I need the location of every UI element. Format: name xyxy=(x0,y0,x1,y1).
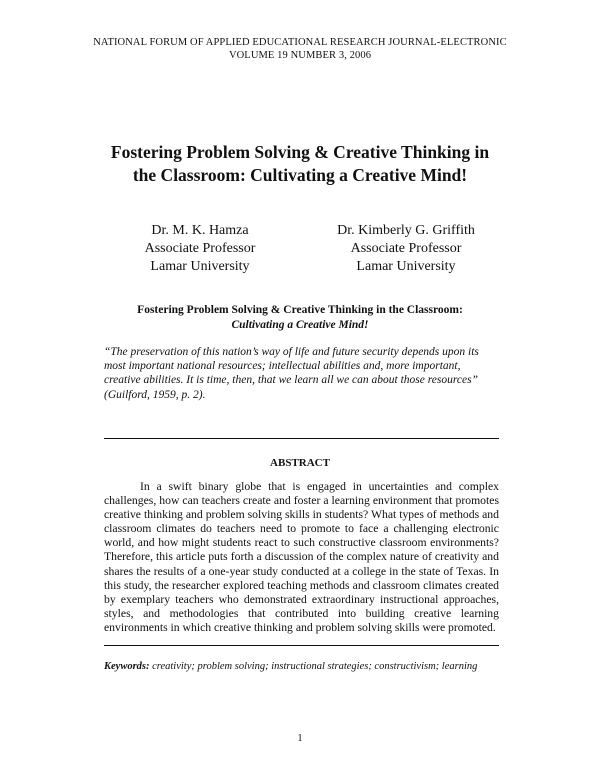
paper-title-line-1: Fostering Problem Solving & Creative Thinking in xyxy=(110,142,490,162)
journal-header xyxy=(0,36,600,62)
author-block-2 xyxy=(306,222,506,276)
journal-volume: VOLUME 19 NUMBER 3, 2006 xyxy=(228,50,372,61)
author-position: Associate Professor xyxy=(350,241,462,256)
author-affiliation: Lamar University xyxy=(150,259,250,274)
author-name: Dr. Kimberly G. Griffith xyxy=(337,223,475,238)
section-subtitle xyxy=(100,303,500,333)
paper-title-line-2: the Classroom: Cultivating a Creative Mind! xyxy=(132,165,468,185)
author-name: Dr. M. K. Hamza xyxy=(151,223,249,238)
subtitle-line-1: Fostering Problem Solving & Creative Thinking in the Classroom: xyxy=(137,304,463,316)
author-block-1 xyxy=(100,222,300,276)
keywords-line xyxy=(104,660,499,674)
keywords-values: creativity; problem solving; instructional strategies; constructivism; learning xyxy=(149,661,478,672)
abstract-heading: ABSTRACT xyxy=(270,457,330,469)
author-position: Associate Professor xyxy=(144,241,256,256)
epigraph-quote: “The preservation of this nation’s way of life and future security depends upon its most important national resources; intellectual abilities and, more important, creative abilities. It is time, then, that we learn all we can about those resources” (Guilford, 1959, p. 2). xyxy=(104,346,479,401)
author-affiliation: Lamar University xyxy=(356,259,456,274)
section-divider xyxy=(104,438,499,439)
journal-name: NATIONAL FORUM OF APPLIED EDUCATIONAL RESEARCH JOURNAL-ELECTRONIC xyxy=(93,37,507,48)
abstract-divider xyxy=(104,645,499,646)
keywords-label: Keywords: xyxy=(104,661,150,672)
paper-title xyxy=(90,141,510,187)
abstract-text: In a swift binary globe that is engaged in uncertainties and complex challenges, how can teachers create and foster a learning environment that promotes creative thinking and problem solving skills in students? What types of methods and classroom climates do teachers need to promote to face a challenging electronic world, and how might students react to such constructive classroom environments? Therefore, this article puts forth a discussion of the complex nature of creativity and shares the results of a one-year study conducted at a college in the state of Texas. In this study, the researcher explored teaching methods and classroom climates created by exemplary teachers who demonstrated extraordinary instructional approaches, styles, and methodologies that contributed into building creative learning environments in which creative thinking and problem solving skills were promoted. xyxy=(104,480,499,634)
page-number: 1 xyxy=(297,733,303,744)
subtitle-line-2: Cultivating a Creative Mind! xyxy=(231,319,369,331)
